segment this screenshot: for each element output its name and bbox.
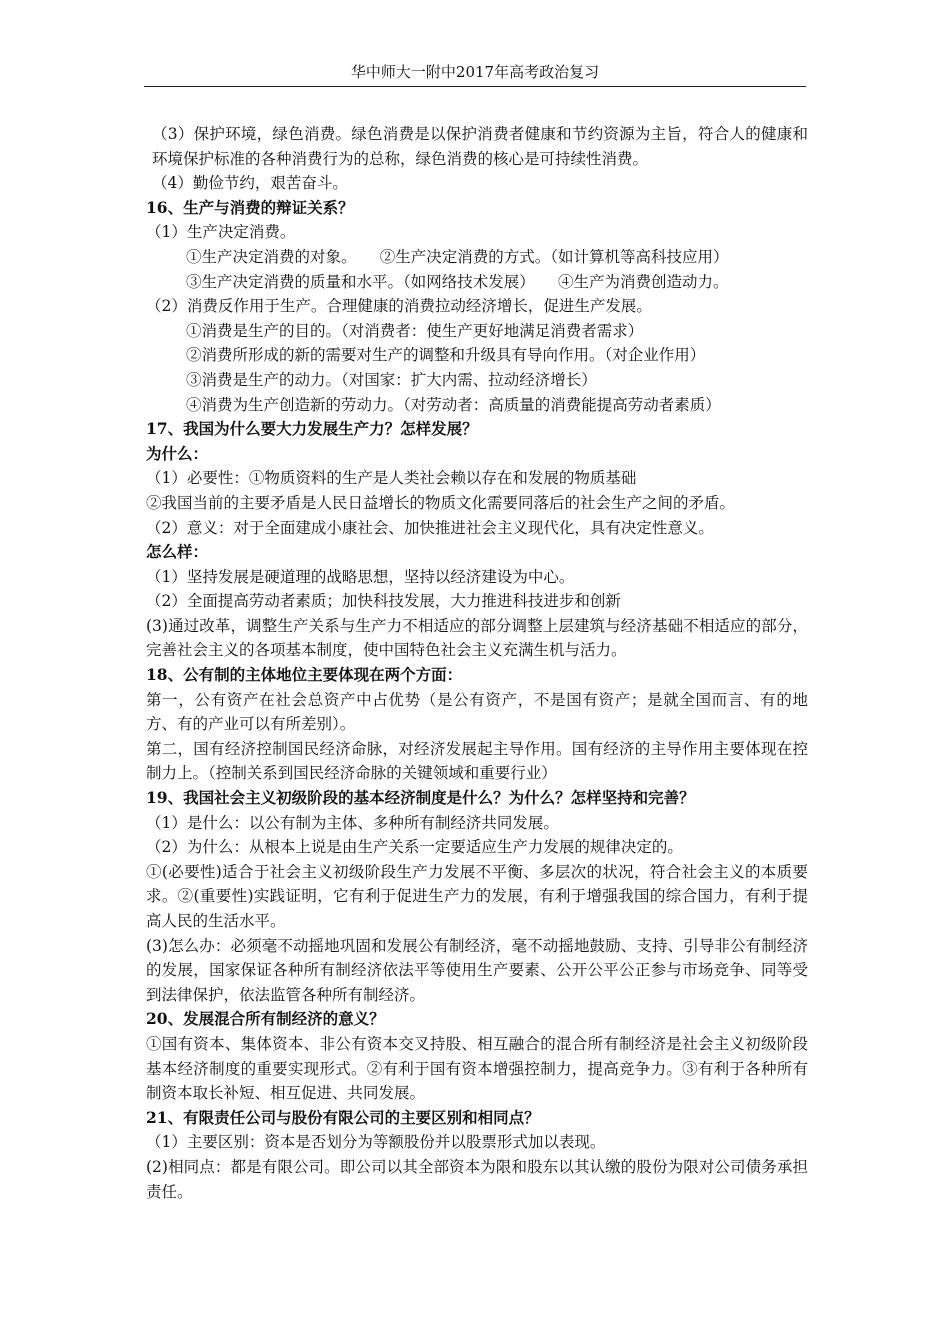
section-heading: 17、我国为什么要大力发展生产力？怎样发展？ [146, 419, 478, 439]
paragraph: （2）全面提高劳动者素质；加快科技发展，大力推进科技进步和创新 [146, 592, 621, 611]
paragraph: 第一，公有资产在社会总资产中占优势（是公有资产，不是国有资产；是就全国而言、有的地方、有的产业可以有所差别）。 [146, 690, 808, 734]
paragraph: （3）保护环境，绿色消费。绿色消费是以保护消费者健康和节约资源为主旨，符合人的健康和环境保护标准的各种消费行为的总称，绿色消费的核心是可持续性消费。 [152, 125, 808, 168]
paragraph: (3)通过改革，调整生产关系与生产力不相适应的部分调整上层建筑与经济基础不相适应的部分，完善社会主义的各项基本制度，使中国特色社会主义充满生机与活力。 [146, 616, 808, 660]
paragraph: ③消费是生产的动力。（对国家：扩大内需、拉动经济增长） [186, 370, 597, 389]
paragraph: （1）是什么：以公有制为主体、多种所有制经济共同发展。 [146, 813, 559, 832]
paragraph: ②消费所形成的新的需要对生产的调整和升级具有导向作用。（对企业作用） [186, 346, 706, 365]
paragraph: ③生产决定消费的质量和水平。（如网络技术发展） ④生产为消费创造动力。 [186, 272, 729, 291]
section-heading: 19、我国社会主义初级阶段的基本经济制度是什么？为什么？怎样坚持和完善？ [146, 788, 695, 808]
section-heading: 16、生产与消费的辩证关系？ [146, 197, 354, 217]
paragraph: ①生产决定消费的对象。 ②生产决定消费的方式。（如计算机等高科技应用） [186, 247, 729, 266]
paragraph: (2)相同点：都是有限公司。即公司以其全部资本为限和股东以其认缴的股份为限对公司债务承担责任。 [146, 1157, 808, 1201]
section-heading: 21、有限责任公司与股份有限公司的主要区别和相同点？ [146, 1107, 540, 1127]
section-heading: 18、公有制的主体地位主要体现在两个方面： [146, 665, 463, 685]
paragraph: （1）生产决定消费。 [146, 223, 296, 242]
paragraph: (3)怎么办：必须毫不动摇地巩固和发展公有制经济，毫不动摇地鼓励、支持、引导非公有制经济的发展，国家保证各种所有制经济依法平等使用生产要素、公开公平公正参与市场竞争、同等受到法律保护，依法监管各种所有制经济。 [146, 936, 808, 1004]
paragraph: （2）为什么：从根本上说是由生产关系一定要适应生产力发展的规律决定的。 [146, 838, 683, 857]
paragraph: （2）消费反作用于生产。合理健康的消费拉动经济增长，促进生产发展。 [146, 297, 652, 316]
paragraph: ②我国当前的主要矛盾是人民日益增长的物质文化需要同落后的社会生产之间的矛盾。 [146, 493, 736, 512]
paragraph: （2）意义：对于全面建成小康社会、加快推进社会主义现代化，具有决定性意义。 [146, 518, 714, 537]
paragraph: ①消费是生产的目的。（对消费者：使生产更好地满足消费者需求） [186, 321, 644, 340]
section-heading: 20、发展混合所有制经济的意义？ [146, 1009, 385, 1029]
paragraph: 第二，国有经济控制国民经济命脉，对经济发展起主导作用。国有经济的主导作用主要体现在控制力上。（控制关系到国民经济命脉的关键领域和重要行业） [146, 739, 808, 783]
paragraph: （1）必要性：①物质资料的生产是人类社会赖以存在和发展的物质基础 [146, 469, 637, 488]
paragraph: ①国有资本、集体资本、非公有资本交叉持股、相互融合的混合所有制经济是社会主义初级阶段基本经济制度的重要实现形式。②有利于国有资本增强控制力，提高竞争力。③有利于各种所有制资本取长补短、相互促进、共同发展。 [146, 1034, 808, 1103]
paragraph: （1）主要区别：资本是否划分为等额股份并以股票形式加以表现。 [146, 1133, 606, 1152]
document-body [146, 122, 808, 1204]
page-header [144, 62, 806, 87]
paragraph: ④消费为生产创造新的劳动力。（对劳动者：高质量的消费能提高劳动者素质） [186, 395, 721, 414]
section-heading: 为什么： [146, 443, 209, 463]
paragraph: （1）坚持发展是硬道理的战略思想，坚持以经济建设为中心。 [146, 567, 575, 586]
paragraph: ①(必要性)适合于社会主义初级阶段生产力发展不平衡、多层次的状况，符合社会主义的本质要求。②(重要性)实践证明，它有利于促进生产力的发展，有利于增强我国的综合国力，有利于提高人民的生活水平。 [146, 862, 808, 930]
header-title: 华中师大一附中2017年高考政治复习 [350, 63, 600, 81]
paragraph: （4）勤俭节约，艰苦奋斗。 [152, 174, 348, 193]
section-heading: 怎么样： [146, 542, 209, 562]
